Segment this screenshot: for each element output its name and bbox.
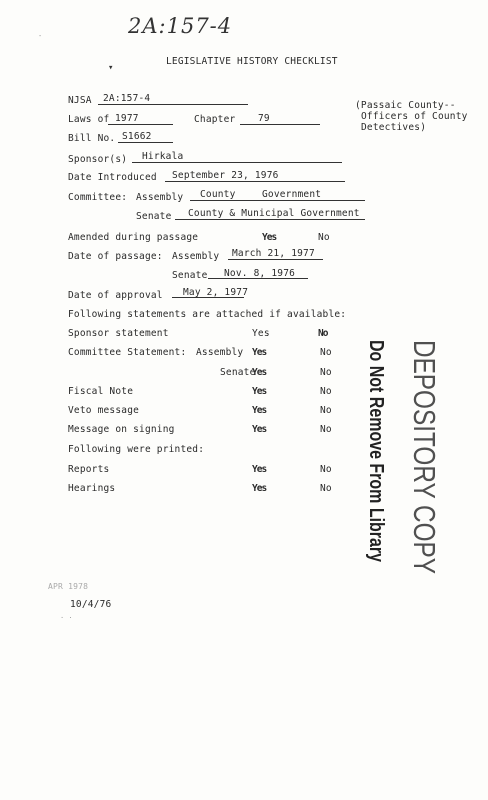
njsa-underline (98, 104, 248, 105)
note-line-2: Officers of County (361, 111, 468, 122)
date-introduced-label: Date Introduced (68, 172, 157, 183)
sponsor-underline (132, 162, 342, 163)
faint-received-stamp: APR 1978 (48, 582, 89, 591)
committee-senate-value: County & Municipal Government (188, 208, 360, 219)
amended-yes-struck: Yes (262, 232, 277, 243)
bill-underline (118, 142, 173, 143)
chapter-underline (240, 124, 320, 125)
passage-assembly-value: March 21, 1977 (232, 248, 315, 259)
date-introduced-value: September 23, 1976 (172, 170, 279, 181)
laws-value: 1977 (115, 113, 139, 124)
committee-assembly-value-1: County (200, 189, 236, 200)
passage-label: Date of passage: (68, 251, 163, 262)
passage-senate-underline (208, 278, 308, 279)
committee-assembly-value-2: Government (262, 189, 322, 200)
veto-message-no: No (320, 405, 332, 416)
hearings-yes-struck: Yes (252, 483, 267, 494)
message-signing-yes-struck: Yes (252, 424, 267, 435)
committee-statement-assembly-yes-struck: Yes (252, 347, 267, 358)
scan-mark: ▾ (108, 63, 114, 73)
message-signing-no: No (320, 424, 332, 435)
veto-message-label: Veto message (68, 405, 140, 416)
committee-statement-assembly: Assembly (196, 347, 244, 358)
note-line-3: Detectives) (361, 122, 427, 133)
njsa-value: 2A:157-4 (103, 93, 151, 104)
laws-label: Laws of (68, 114, 110, 125)
chapter-value: 79 (258, 113, 270, 124)
handwritten-file-number: 2A:157-4 (128, 14, 233, 38)
depository-stamp-graphic (352, 338, 442, 578)
committee-assembly-label: Assembly (136, 192, 184, 203)
sponsor-statement-no-struck: No (318, 328, 328, 339)
following-attached-heading: Following statements are attached if available: (68, 309, 347, 320)
sponsor-statement-label: Sponsor statement (68, 328, 169, 339)
approval-underline (172, 297, 244, 298)
approval-value: May 2, 1977 (183, 287, 249, 298)
reports-yes-struck: Yes (252, 464, 267, 475)
amended-no: No (318, 232, 330, 243)
scan-mark: - (38, 32, 43, 40)
passage-assembly-label: Assembly (172, 251, 220, 262)
footer-date: 10/4/76 (70, 599, 112, 610)
committee-statement-senate-yes-struck: Yes (252, 367, 267, 378)
note-line-1: (Passaic County-- (355, 100, 456, 111)
amended-label: Amended during passage (68, 232, 199, 243)
committee-statement-senate: Senate (220, 367, 256, 378)
veto-message-yes-struck: Yes (252, 405, 267, 416)
committee-statement-senate-no: No (320, 367, 332, 378)
committee-senate-underline (175, 219, 365, 220)
depository-stamp (352, 338, 442, 578)
fiscal-note-yes-struck: Yes (252, 386, 267, 397)
sponsor-statement-yes: Yes (252, 328, 270, 339)
reports-no: No (320, 464, 332, 475)
page-title: LEGISLATIVE HISTORY CHECKLIST (166, 56, 338, 67)
passage-assembly-underline (228, 259, 323, 260)
passage-senate-value: Nov. 8, 1976 (224, 268, 296, 279)
committee-label: Committee: (68, 192, 128, 203)
passage-senate-label: Senate (172, 270, 208, 281)
bill-label: Bill No. (68, 133, 116, 144)
fiscal-note-label: Fiscal Note (68, 386, 134, 397)
hearings-no: No (320, 483, 332, 494)
chapter-label: Chapter (194, 114, 236, 125)
stamp-line-1: DEPOSITORY COPY (407, 340, 442, 578)
message-signing-label: Message on signing (68, 424, 175, 435)
fiscal-note-no: No (320, 386, 332, 397)
sponsor-label: Sponsor(s) (68, 154, 128, 165)
bill-value: S1662 (122, 131, 152, 142)
date-introduced-underline (165, 181, 345, 182)
committee-assembly-underline (190, 200, 365, 201)
stamp-line-2: Do Not Remove From Library (365, 340, 387, 578)
approval-label: Date of approval (68, 290, 163, 301)
reports-label: Reports (68, 464, 110, 475)
committee-senate-label: Senate (136, 211, 172, 222)
njsa-label: NJSA (68, 95, 92, 106)
laws-underline (108, 124, 173, 125)
sponsor-value: Hirkala (142, 151, 184, 162)
scan-mark: . . (60, 612, 73, 620)
following-printed-heading: Following were printed: (68, 444, 205, 455)
committee-statement-label: Committee Statement: (68, 347, 187, 358)
committee-statement-assembly-no: No (320, 347, 332, 358)
hearings-label: Hearings (68, 483, 116, 494)
